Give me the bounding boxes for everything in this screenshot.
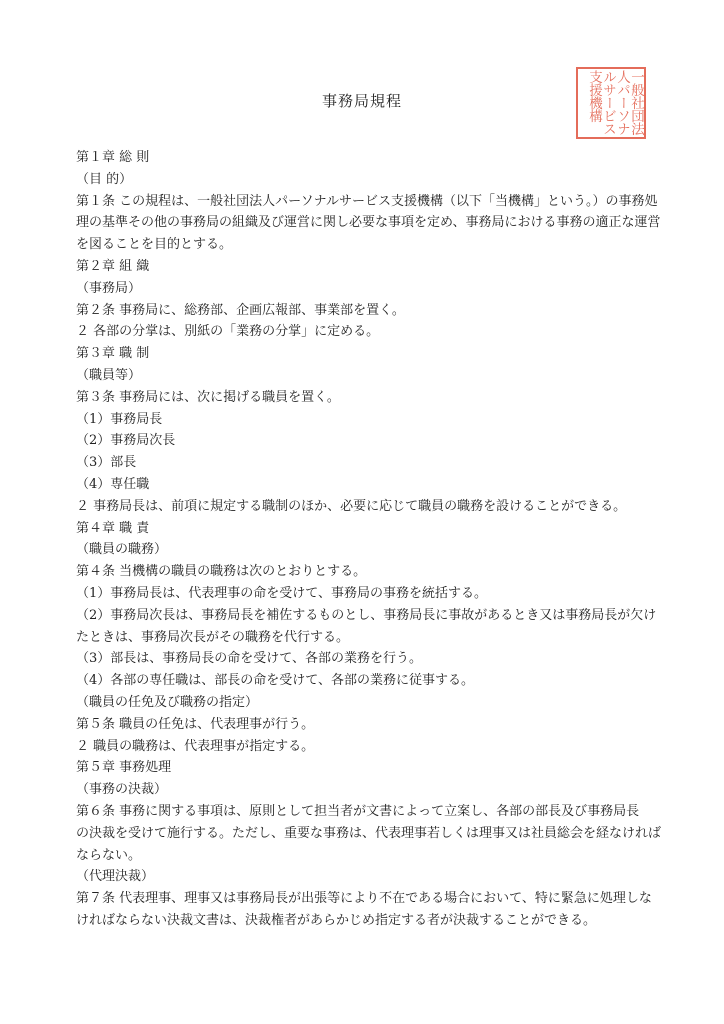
text-line: （代理決裁）	[76, 869, 155, 885]
text-line: （3）部長は、事務局長の命を受けて、各部の業務を行う。	[76, 651, 423, 667]
text-line: の決裁を受けて施行する。ただし、重要な事務は、代表理事若しくは理事又は社員総会を経なければ	[76, 825, 662, 841]
text-line: 第１章 総 則	[76, 150, 150, 165]
text-line: ならない。	[76, 847, 142, 863]
text-line: を図ることを目的とする。	[76, 237, 233, 253]
text-line: 第５章 事務処理	[76, 760, 172, 776]
text-line: （3）部長	[76, 455, 137, 471]
text-line: （職員の任免及び職務の指定）	[76, 694, 259, 710]
text-line: （4）各部の専任職は、部長の命を受けて、各部の業務に従事する。	[76, 673, 475, 689]
text-line: （職員等）	[76, 367, 142, 383]
text-line: 第３条 事務局には、次に掲げる職員を置く。	[76, 389, 340, 405]
text-line: ２ 事務局長は、前項に規定する職制のほか、必要に応じて職員の職務を設けることができる。	[76, 498, 627, 514]
text-line: 第２条 事務局に、総務部、企画広報部、事業部を置く。	[76, 302, 405, 318]
text-line: （目 的）	[76, 171, 133, 187]
document-title: 事務局規程	[321, 92, 402, 110]
text-line: （1）事務局長は、代表理事の命を受けて、事務局の事務を統括する。	[76, 585, 488, 601]
text-line: 第５条 職員の任免は、代表理事が行う。	[76, 716, 315, 732]
text-line: 理の基準その他の事務局の組織及び運営に関し必要な事項を定め、事務局における事務の適正な運営	[76, 215, 661, 231]
text-line: （2）事務局次長は、事務局長を補佐するものとし、事務局長に事故があるとき又は事務局長が欠け	[76, 607, 657, 623]
text-line: ２ 各部の分掌は、別紙の「業務の分掌」に定める。	[76, 324, 380, 340]
text-line: （4）専任職	[76, 476, 150, 492]
text-line: 第７条 代表理事、理事又は事務局長が出張等により不在である場合において、特に緊急に処理しな	[76, 891, 652, 907]
text-line: （職員の職務）	[76, 542, 168, 558]
text-line: （1）事務局長	[76, 411, 163, 427]
text-line: （事務局）	[76, 280, 142, 296]
text-line: 第６条 事務に関する事項は、原則として担当者が文書によって立案し、各部の部長及び事務局長	[76, 803, 640, 819]
text-line: 第２章 組 織	[76, 258, 150, 274]
text-line: 第１条 この規程は、一般社団法人パーソナルサービス支援機構（以下「当機構」という。）の事務処	[76, 193, 658, 209]
text-line: 第４章 職 責	[76, 520, 150, 536]
text-line: ２ 職員の職務は、代表理事が指定する。	[76, 738, 315, 754]
organization-seal-stamp: 一般社団法人パーソナルサービス支援機構	[576, 67, 646, 139]
text-line: 第４条 当機構の職員の職務は次のとおりとする。	[76, 564, 367, 580]
text-line: 第３章 職 制	[76, 346, 150, 362]
text-line: （事務の決裁）	[76, 782, 168, 798]
text-line: （2）事務局次長	[76, 433, 176, 449]
text-line: ければならない決裁文書は、決裁権者があらかじめ指定する者が決裁することができる。	[76, 912, 597, 928]
text-line: たときは、事務局次長がその職務を代行する。	[76, 629, 350, 645]
document-body	[76, 147, 662, 932]
